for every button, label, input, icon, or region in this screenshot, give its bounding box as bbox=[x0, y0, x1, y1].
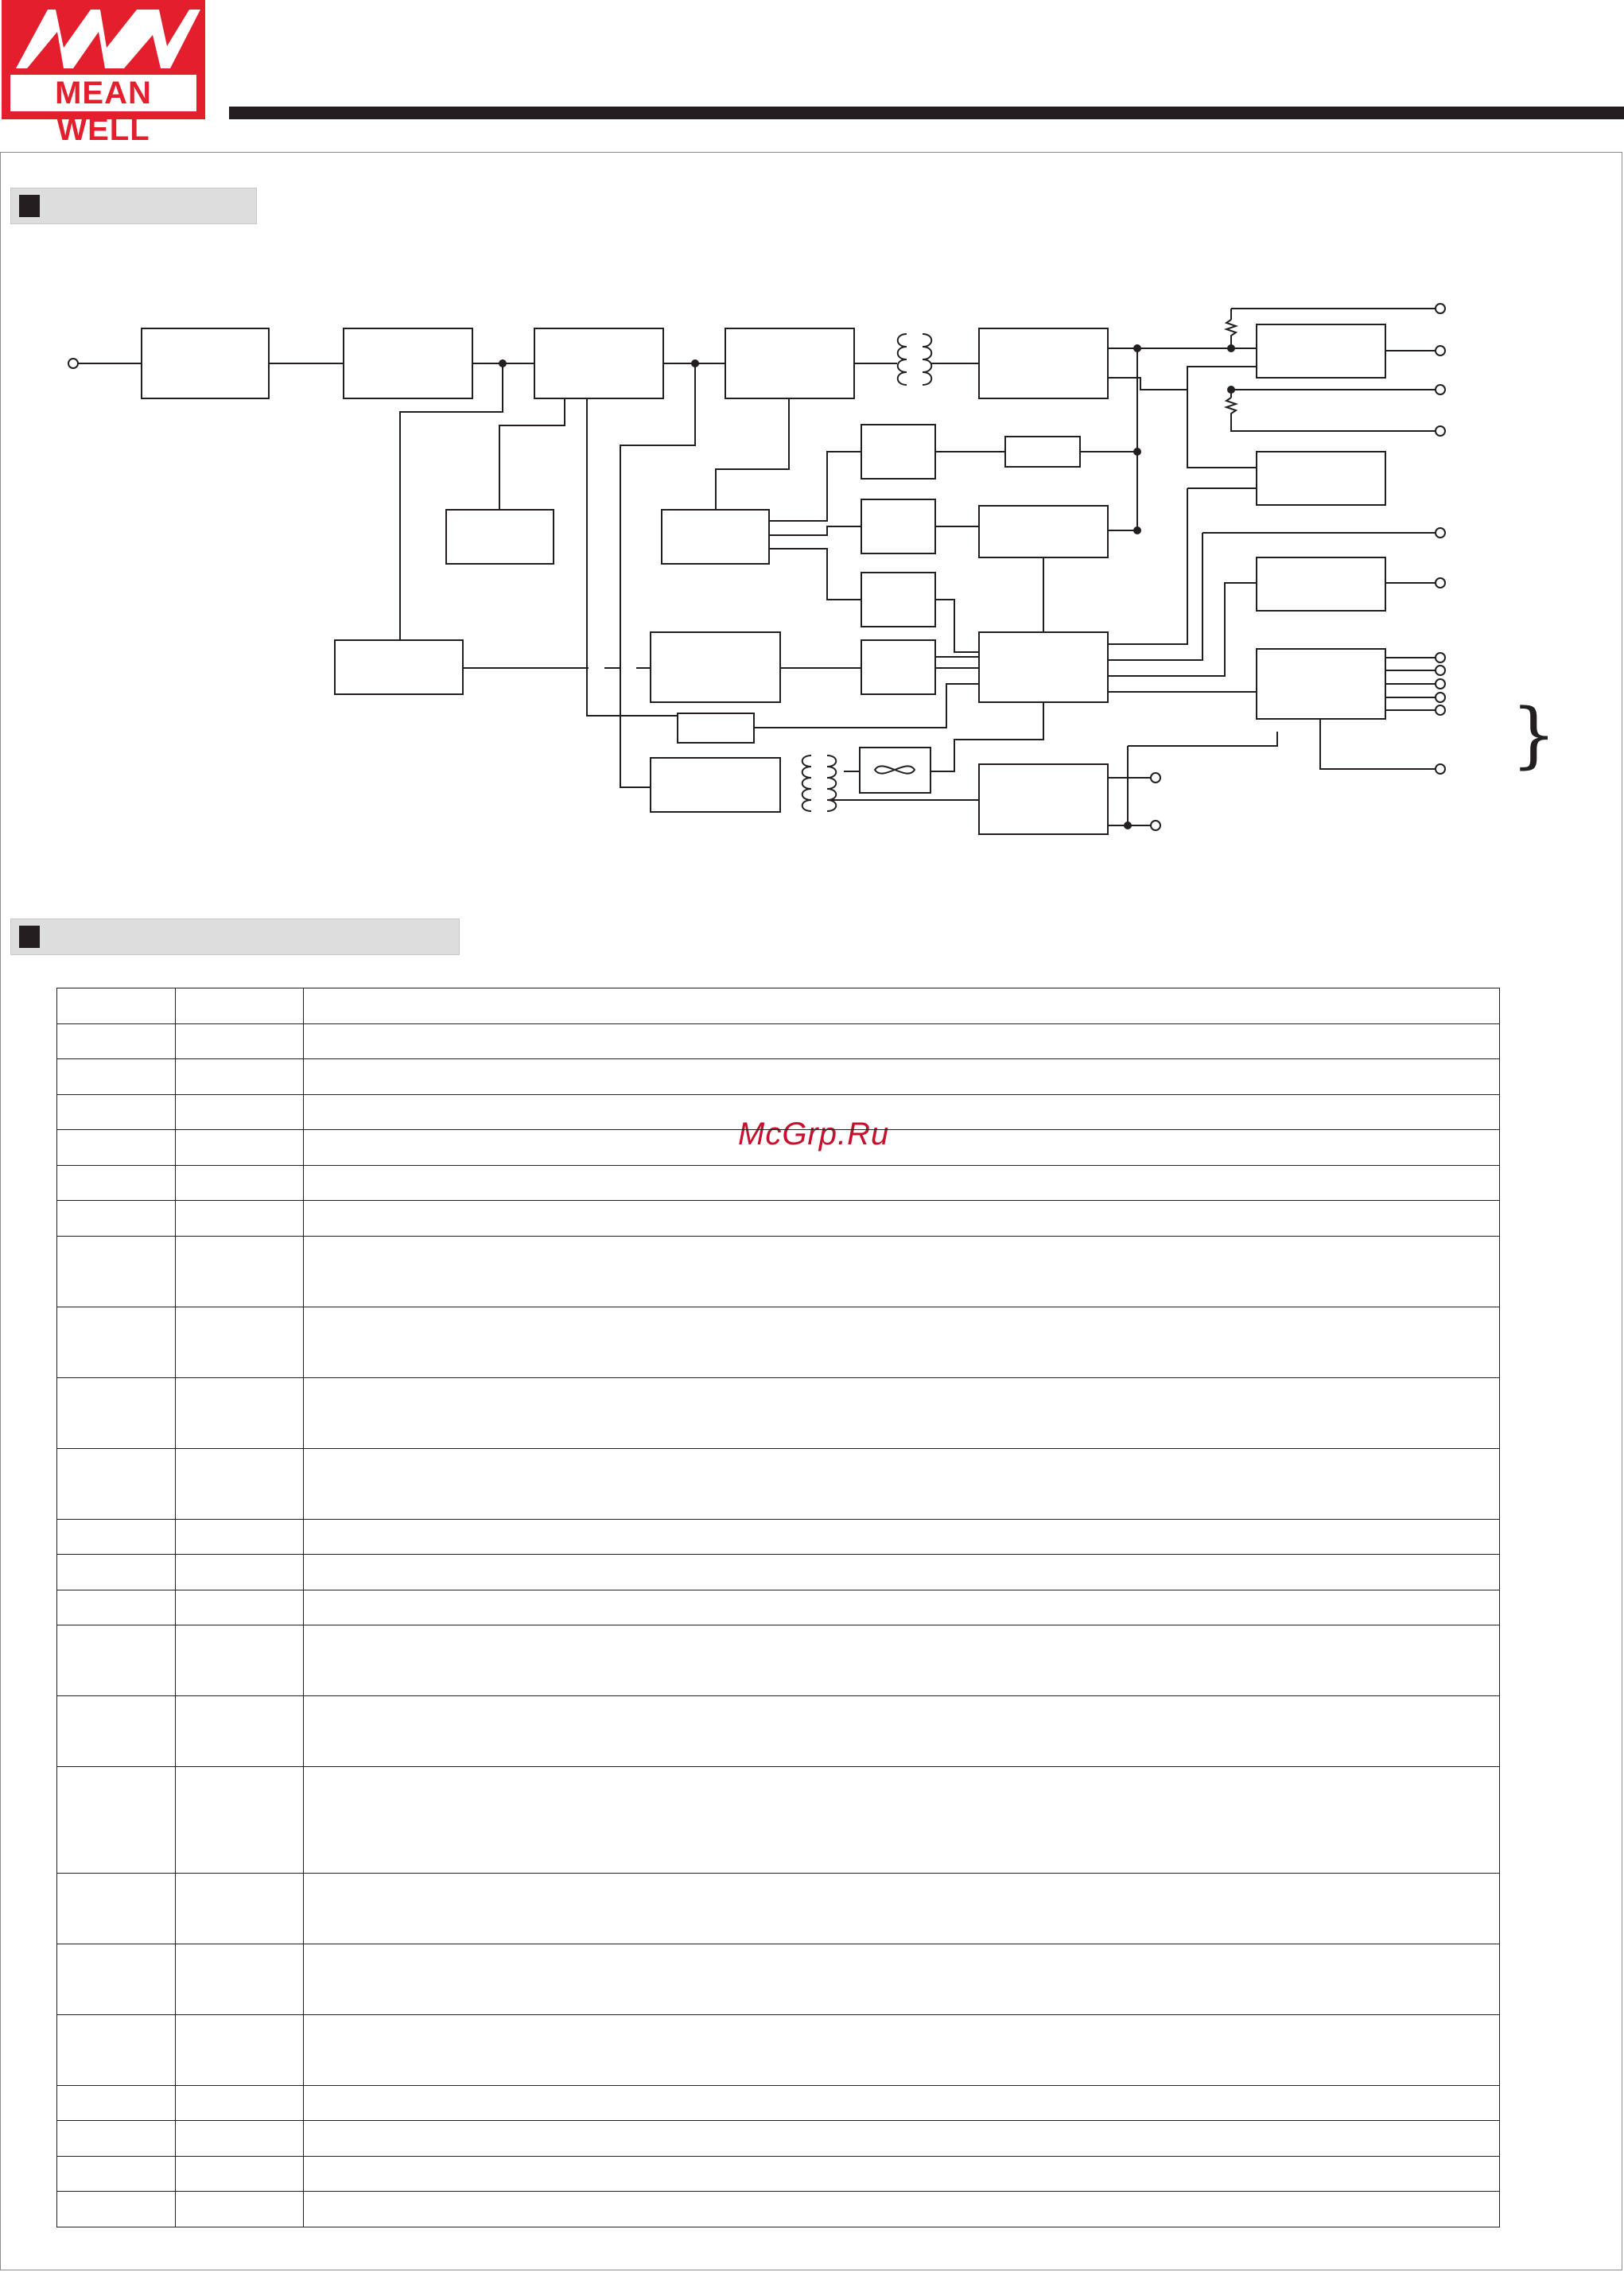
table-row bbox=[57, 1130, 1500, 1166]
diagram-block bbox=[335, 640, 463, 694]
table-cell bbox=[176, 1236, 304, 1307]
table-cell bbox=[304, 1130, 1500, 1166]
table-row bbox=[57, 988, 1500, 1024]
table-cell bbox=[57, 1590, 176, 1625]
table-row bbox=[57, 2085, 1500, 2121]
table-row bbox=[57, 1165, 1500, 1201]
diagram-block bbox=[979, 328, 1108, 398]
table-cell bbox=[57, 1625, 176, 1696]
diagram-block bbox=[1257, 649, 1385, 719]
table-cell bbox=[57, 1448, 176, 1519]
table-cell bbox=[57, 1767, 176, 1874]
diagram-block bbox=[979, 506, 1108, 557]
diagram-block bbox=[446, 510, 554, 564]
table-row bbox=[57, 1201, 1500, 1237]
table-cell bbox=[304, 1873, 1500, 1944]
table-cell bbox=[176, 1873, 304, 1944]
table-cell bbox=[304, 1944, 1500, 2014]
table-cell bbox=[304, 2156, 1500, 2192]
filled-square-icon bbox=[19, 195, 40, 217]
resistor-icon bbox=[1226, 320, 1236, 348]
optocoupler-icon bbox=[861, 573, 935, 627]
table-cell bbox=[304, 1590, 1500, 1625]
diagram-block bbox=[1257, 557, 1385, 611]
table-cell bbox=[176, 1767, 304, 1874]
table-row bbox=[57, 1023, 1500, 1059]
terminal-icon bbox=[68, 304, 1445, 830]
table-row bbox=[57, 1236, 1500, 1307]
table-cell bbox=[304, 1519, 1500, 1555]
table-cell bbox=[176, 1625, 304, 1696]
table-row bbox=[57, 1767, 1500, 1874]
logo-text: MEAN WELL bbox=[10, 75, 196, 111]
section-header-block-diagram bbox=[10, 188, 257, 224]
diagram-block bbox=[1257, 324, 1385, 378]
diagram-block bbox=[142, 328, 269, 398]
table-row bbox=[57, 1059, 1500, 1095]
table-cell bbox=[304, 2085, 1500, 2121]
table-cell bbox=[176, 2121, 304, 2157]
diagram-block bbox=[344, 328, 472, 398]
table-row bbox=[57, 1307, 1500, 1377]
table-cell bbox=[176, 1023, 304, 1059]
table-cell bbox=[304, 988, 1500, 1024]
diagram-block bbox=[1257, 452, 1385, 505]
optocoupler-icon bbox=[861, 499, 935, 553]
table-cell bbox=[176, 1094, 304, 1130]
table-cell bbox=[304, 2192, 1500, 2227]
table-cell bbox=[176, 1448, 304, 1519]
table-cell bbox=[57, 1201, 176, 1237]
table-cell bbox=[57, 1165, 176, 1201]
table-cell bbox=[57, 1023, 176, 1059]
table-cell bbox=[304, 1023, 1500, 1059]
table-cell bbox=[176, 2085, 304, 2121]
table-row bbox=[57, 2014, 1500, 2085]
table-row bbox=[57, 1625, 1500, 1696]
table-cell bbox=[176, 1307, 304, 1377]
resistor-icon bbox=[1226, 398, 1236, 421]
diagram-block bbox=[979, 632, 1108, 702]
table-row bbox=[57, 1094, 1500, 1130]
optocoupler-icon bbox=[861, 425, 935, 479]
diagram-block bbox=[651, 758, 780, 812]
table-cell bbox=[57, 1696, 176, 1767]
table-cell bbox=[304, 1767, 1500, 1874]
table-cell bbox=[304, 1307, 1500, 1377]
table-row bbox=[57, 1590, 1500, 1625]
table-cell bbox=[176, 1590, 304, 1625]
watermark: McGrp.Ru bbox=[738, 1117, 890, 1152]
diagram-block bbox=[725, 328, 854, 398]
diagram-block bbox=[678, 713, 754, 743]
table-cell bbox=[57, 1944, 176, 2014]
diagram-block bbox=[979, 764, 1108, 834]
diagram-block bbox=[651, 632, 780, 702]
table-row bbox=[57, 1555, 1500, 1590]
table-cell bbox=[176, 2156, 304, 2192]
table-cell bbox=[57, 1130, 176, 1166]
table-cell bbox=[57, 1873, 176, 1944]
table-cell bbox=[57, 2121, 176, 2157]
table-cell bbox=[57, 1236, 176, 1307]
table-cell bbox=[304, 1094, 1500, 1130]
diagram-block bbox=[534, 328, 663, 398]
table-cell bbox=[176, 1059, 304, 1095]
table-cell bbox=[57, 2085, 176, 2121]
table-cell bbox=[304, 1696, 1500, 1767]
table-cell bbox=[176, 2014, 304, 2085]
pin-assignment-table bbox=[56, 988, 1500, 2227]
table-cell bbox=[304, 1555, 1500, 1590]
table-cell bbox=[176, 1130, 304, 1166]
table-row bbox=[57, 2192, 1500, 2227]
table-cell bbox=[57, 1307, 176, 1377]
table-cell bbox=[304, 1236, 1500, 1307]
table-row bbox=[57, 1944, 1500, 2014]
mw-logo-mark-icon bbox=[2, 0, 205, 76]
table-cell bbox=[176, 1944, 304, 2014]
mean-well-logo bbox=[2, 0, 205, 147]
table-cell bbox=[304, 1625, 1500, 1696]
table-cell bbox=[176, 1519, 304, 1555]
table-cell bbox=[57, 1059, 176, 1095]
table-cell bbox=[57, 1519, 176, 1555]
table-cell bbox=[57, 2156, 176, 2192]
table-cell bbox=[304, 1377, 1500, 1448]
table-cell bbox=[304, 1165, 1500, 1201]
table-row bbox=[57, 2121, 1500, 2157]
table-cell bbox=[176, 1555, 304, 1590]
table-cell bbox=[304, 2121, 1500, 2157]
diagram-block bbox=[1005, 437, 1080, 467]
table-cell bbox=[57, 2192, 176, 2227]
table-cell bbox=[304, 2014, 1500, 2085]
table-cell bbox=[57, 2014, 176, 2085]
diagram-block bbox=[662, 510, 769, 564]
table-cell bbox=[304, 1448, 1500, 1519]
table-row bbox=[57, 1696, 1500, 1767]
table-row bbox=[57, 1377, 1500, 1448]
table-row bbox=[57, 1448, 1500, 1519]
table-row bbox=[57, 2156, 1500, 2192]
table-cell bbox=[57, 1377, 176, 1448]
table-cell bbox=[57, 1094, 176, 1130]
table-cell bbox=[57, 1555, 176, 1590]
brace-icon: } bbox=[1511, 693, 1557, 777]
table-cell bbox=[304, 1059, 1500, 1095]
optocoupler-icon bbox=[861, 640, 935, 694]
table-row bbox=[57, 1519, 1500, 1555]
table-row bbox=[57, 1873, 1500, 1944]
table-cell bbox=[176, 988, 304, 1024]
filled-square-icon bbox=[19, 926, 40, 948]
table-cell bbox=[176, 2192, 304, 2227]
table-cell bbox=[176, 1377, 304, 1448]
block-diagram bbox=[0, 294, 1624, 851]
section-header-pin-assignment bbox=[10, 919, 460, 955]
table-cell bbox=[176, 1165, 304, 1201]
table-cell bbox=[176, 1201, 304, 1237]
table-cell bbox=[304, 1201, 1500, 1237]
header-rule bbox=[229, 107, 1624, 119]
table-cell bbox=[57, 988, 176, 1024]
table-cell bbox=[176, 1696, 304, 1767]
